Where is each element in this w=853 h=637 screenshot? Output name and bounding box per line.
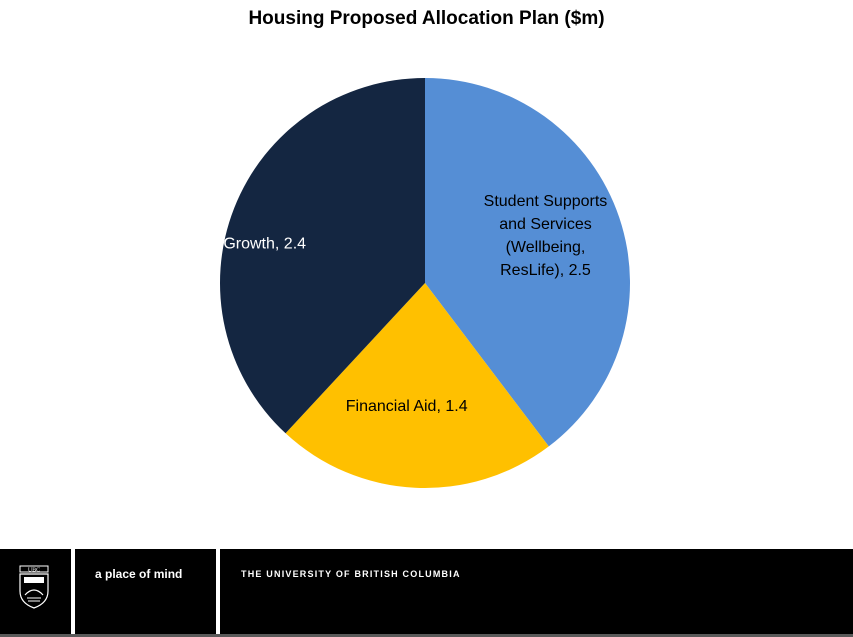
data-label: Growth, 2.4 [223, 235, 307, 253]
footer-divider [71, 549, 75, 634]
footer-bar [0, 549, 853, 634]
pie-slices [220, 78, 630, 488]
ubc-logo-icon [19, 565, 49, 609]
university-name: THE UNIVERSITY OF BRITISH COLUMBIA [241, 569, 461, 579]
chart-title: Housing Proposed Allocation Plan ($m) [248, 8, 605, 29]
data-label: Student Supports and Services (Wellbeing, ResLife), 2.5 [483, 193, 608, 280]
svg-text:UBC: UBC [27, 567, 41, 574]
tagline: a place of mind [95, 567, 183, 581]
data-label: Financial Aid, 1.4 [345, 397, 468, 415]
footer-divider [216, 549, 220, 634]
